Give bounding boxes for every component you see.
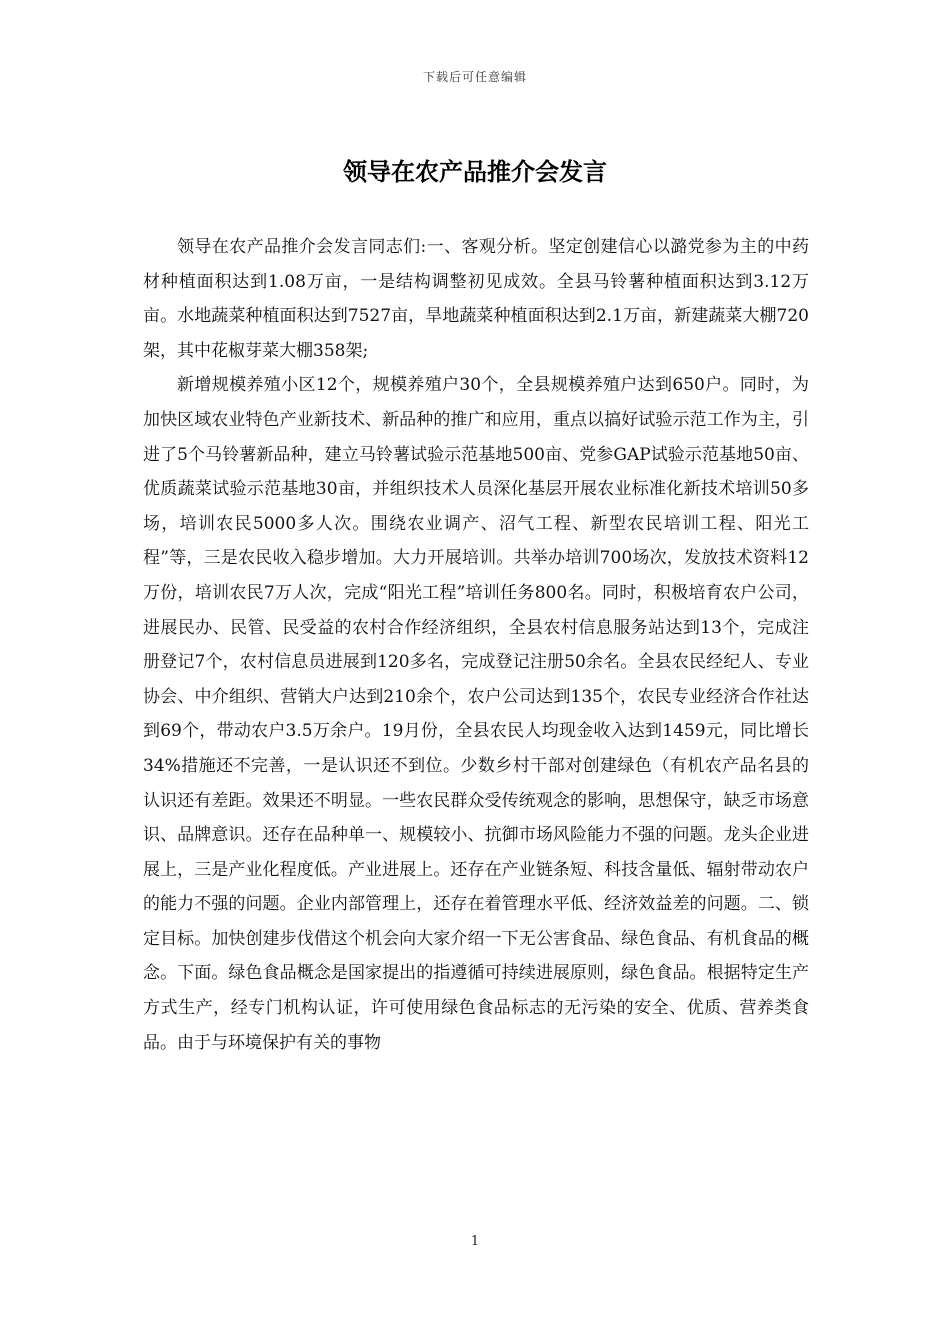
document-title: 领导在农产品推介会发言 (343, 158, 607, 186)
paragraph-2: 新增规模养殖小区12个，规模养殖户30个，全县规模养殖户达到650户。同时，为加快区域农业特色产业新技术、新品种的推广和应用，重点以搞好试验示范工作为主，引进了5个马铃薯新品种，建立马铃薯试验示范基地500亩、党参GAP试验示范基地50亩、优质蔬菜试验示范基地30亩，并组织技术人员深化基层开展农业标准化新技术培训50多场，培训农民5000多人次。围绕农业调产、沼气工程、新型农民培训工程、阳光工程”等，三是农民收入稳步增加。大力开展培训。共举办培训700场次，发放技术资料12万份，培训农民7万人次，完成“阳光工程”培训任务800名。同时，积极培育农户公司，进展民办、民管、民受益的农村合作经济组织，全县农村信息服务站达到13个，完成注册登记7个，农村信息员进展到120多名，完成登记注册50余名。全县农民经纪人、专业协会、中介组织、营销大户达到210余个，农户公司达到135个，农民专业经济合作社达到69个，带动农户3.5万余户。19月份，全县农民人均现金收入达到1459元，同比增长34%措施还不完善，一是认识还不到位。少数乡村干部对创建绿色（有机农产品名县的认识还有差距。效果还不明显。一些农民群众受传统观念的影响，思想保守，缺乏市场意识、品牌意识。还存在品种单一、规模较小、抗御市场风险能力不强的问题。龙头企业进展上，三是产业化程度低。产业进展上。还存在产业链条短、科技含量低、辐射带动农户的能力不强的问题。企业内部管理上，还存在着管理水平低、经济效益差的问题。二、锁定目标。加快创建步伐借这个机会向大家介绍一下无公害食品、绿色食品、有机食品的概念。下面。绿色食品概念是国家提出的指遵循可持续进展原则，绿色食品。根据特定生产方式生产，经专门机构认证，许可使用绿色食品标志的无污染的安全、优质、营养类食品。由于与环境保护有关的事物 (143, 375, 809, 1053)
document-body (143, 230, 809, 1060)
header-note: 下载后可任意编辑 (422, 70, 527, 84)
page-number: 1 (470, 1234, 480, 1249)
paragraph-1: 领导在农产品推介会发言同志们:一、客观分析。坚定创建信心以潞党参为主的中药材种植面积达到1.08万亩，一是结构调整初见成效。全县马铃薯种植面积达到3.12万亩。水地蔬菜种植面积达到7527亩，旱地蔬菜种植面积达到2.1万亩，新建蔬菜大棚720架，其中花椒芽菜大棚358架; (143, 237, 809, 361)
